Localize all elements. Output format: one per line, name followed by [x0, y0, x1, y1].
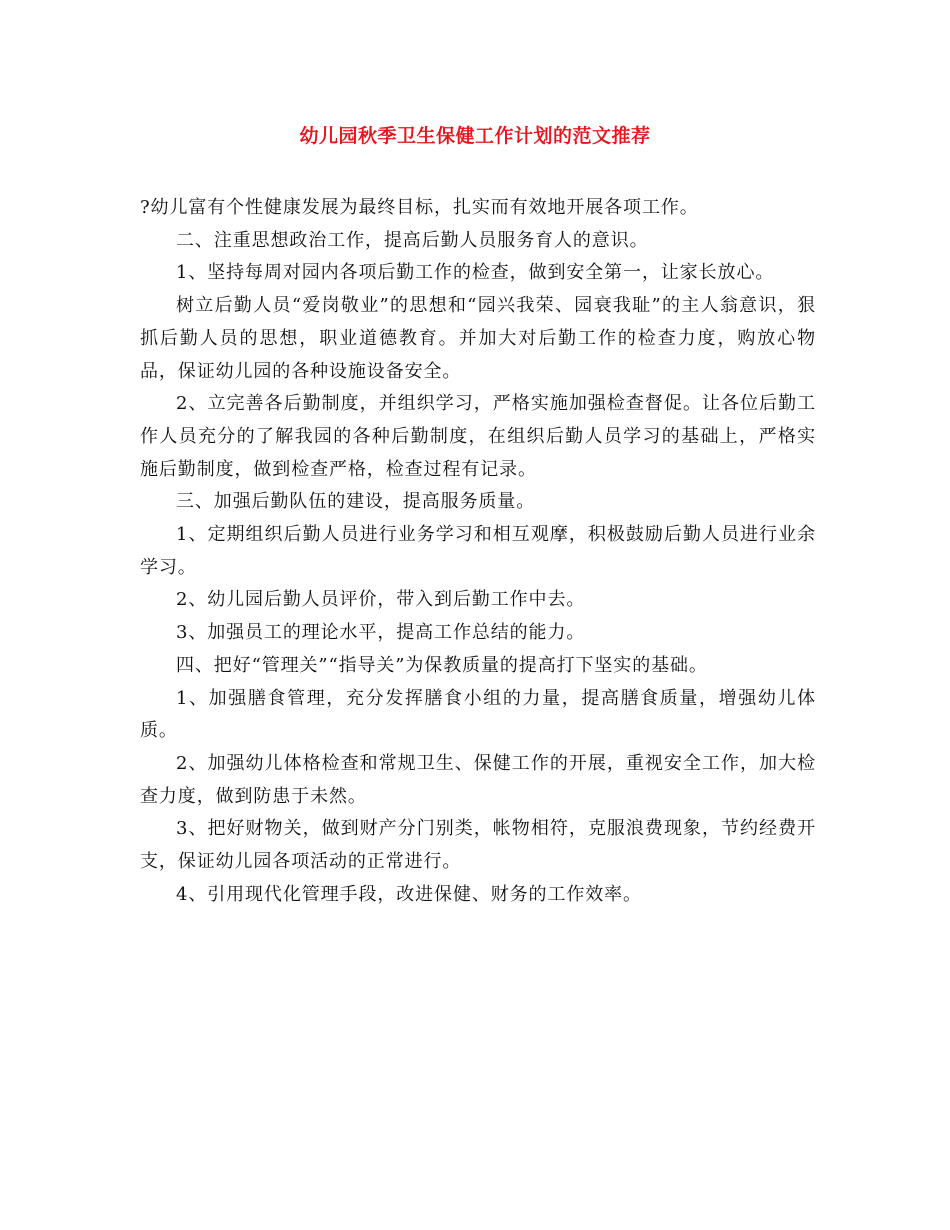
paragraph: 树立后勤人员“爱岗敬业”的思想和“园兴我荣、园衰我耻”的主人翁意识，狠抓后勤人员的思想，职业道德教育。并加大对后勤工作的检查力度，购放心物品，保证幼儿园的各种设施设备安全。	[140, 295, 816, 382]
paragraph: 2、幼儿园后勤人员评价，带入到后勤工作中去。	[176, 589, 586, 611]
paragraph: 2、加强幼儿体格检查和常规卫生、保健工作的开展，重视安全工作，加大检查力度，做到防患于未然。	[140, 752, 816, 807]
paragraph: 3、加强员工的理论水平，提高工作总结的能力。	[176, 622, 586, 644]
paragraph: 1、坚持每周对园内各项后勤工作的检查，做到安全第一，让家长放心。	[176, 262, 775, 284]
paragraph: 4、引用现代化管理手段，改进保健、财务的工作效率。	[176, 883, 642, 905]
document-title: 幼儿园秋季卫生保健工作计划的范文推荐	[299, 125, 651, 147]
paragraph: 1、定期组织后勤人员进行业务学习和相互观摩，积极鼓励后勤人员进行业余学习。	[140, 524, 816, 578]
section-heading: 三、加强后勤队伍的建设，提高服务质量。	[176, 491, 536, 513]
section-heading: 二、注重思想政治工作，提高后勤人员服务育人的意识。	[176, 229, 649, 251]
paragraph: 3、把好财物关，做到财产分门别类，帐物相符，克服浪费现象，节约经费开支，保证幼儿园各项活动的正常进行。	[140, 818, 816, 873]
paragraph: 1、加强膳食管理，充分发挥膳食小组的力量，提高膳食质量，增强幼儿体质。	[140, 687, 816, 742]
paragraph: 2、立完善各后勤制度，并组织学习，严格实施加强检查督促。让各位后勤工作人员充分的了解我园的各种后勤制度，在组织后勤人员学习的基础上，严格实施后勤制度，做到检查严格，检查过程有记录。	[140, 393, 816, 480]
document-body	[140, 192, 816, 911]
paragraph: ?幼儿富有个性健康发展为最终目标，扎实而有效地开展各项工作。	[140, 197, 699, 218]
section-heading: 四、把好“管理关”“指导关”为保教质量的提高打下坚实的基础。	[176, 654, 708, 676]
